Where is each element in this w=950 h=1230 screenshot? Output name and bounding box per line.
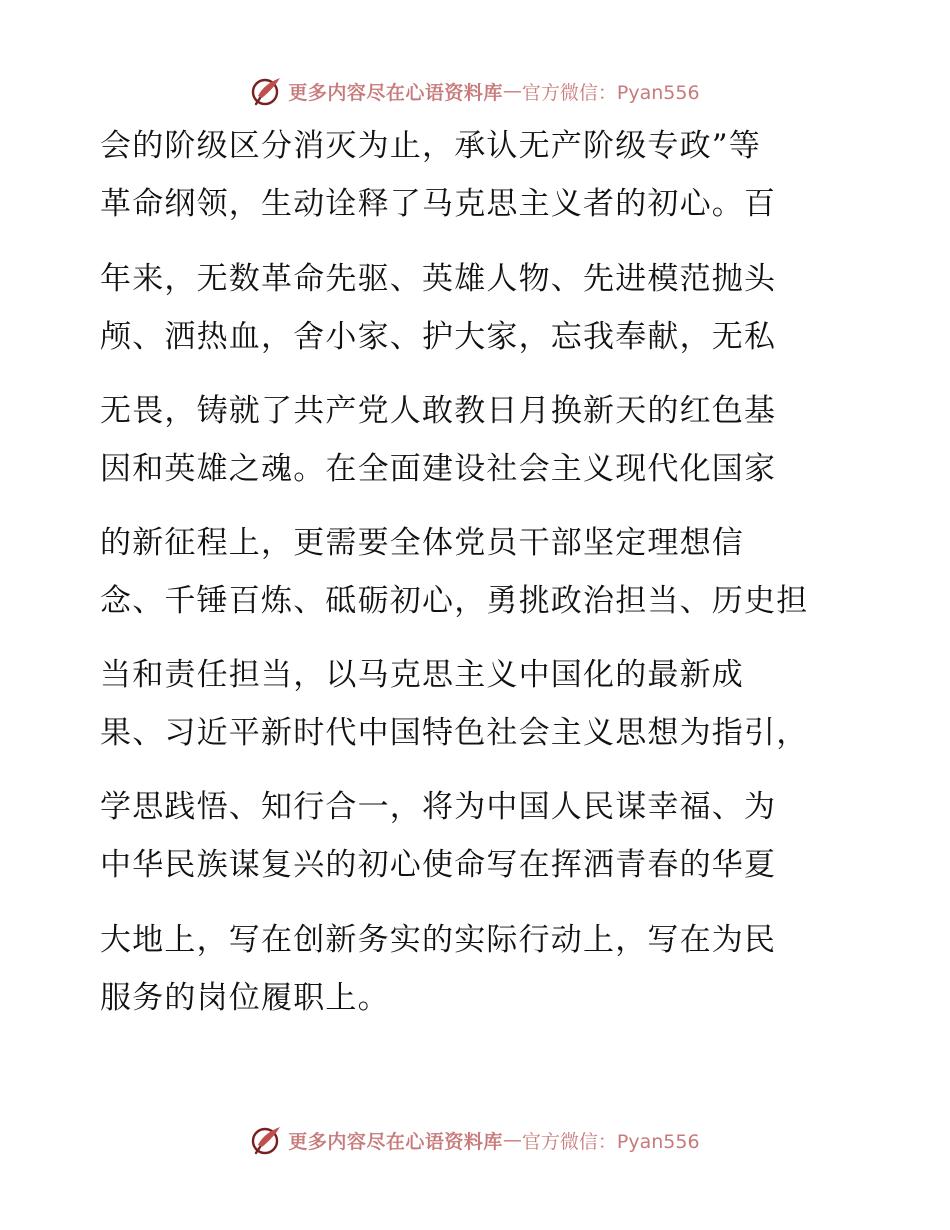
paragraph-line: 中华民族谋复兴的初心使命写在挥洒青春的华夏 xyxy=(100,847,777,883)
paragraph-line: 的新征程上，更需要全体党员干部坚定理想信 xyxy=(100,525,744,561)
header-banner-main-text: 更多内容尽在心语资料库 xyxy=(288,81,503,104)
paragraph-line: 革命纲领，生动诠释了马克思主义者的初心。百 xyxy=(100,186,777,222)
paragraph-line: 当和责任担当，以马克思主义中国化的最新成 xyxy=(100,657,744,693)
header-banner-contact: 官方微信：Pyan556 xyxy=(521,81,700,104)
paragraph-line: 念、千锤百炼、砥砺初心，勇挑政治担当、历史担 xyxy=(100,583,809,619)
paragraph-line: 因和英雄之魂。在全面建设社会主义现代化国家 xyxy=(100,451,777,487)
quill-logo-icon xyxy=(250,1123,284,1157)
paragraph-line: 会的阶级区分消灭为止，承认无产阶级专政”等 xyxy=(100,128,762,164)
paragraph-line: 年来，无数革命先驱、英雄人物、先进模范抛头 xyxy=(100,261,777,297)
paragraph-line: 学思践悟、知行合一，将为中国人民谋幸福、为 xyxy=(100,789,777,825)
header-banner-dash: — xyxy=(502,80,522,102)
footer-banner-main-text: 更多内容尽在心语资料库 xyxy=(288,1130,503,1153)
paragraph-line: 无畏，铸就了共产党人敢教日月换新天的红色基 xyxy=(100,393,777,429)
footer-banner xyxy=(0,1120,950,1160)
quill-logo-icon xyxy=(250,74,284,108)
footer-banner-dash: — xyxy=(502,1129,522,1151)
paragraph-line: 服务的岗位履职上。 xyxy=(100,980,390,1016)
header-banner xyxy=(0,71,950,111)
paragraph-line: 大地上，写在创新务实的实际行动上，写在为民 xyxy=(100,922,777,958)
footer-banner-contact: 官方微信：Pyan556 xyxy=(521,1130,700,1153)
paragraph-line: 颅、洒热血，舍小家、护大家，忘我奉献，无私 xyxy=(100,319,777,355)
paragraph-line: 果、习近平新时代中国特色社会主义思想为指引， xyxy=(100,715,809,751)
